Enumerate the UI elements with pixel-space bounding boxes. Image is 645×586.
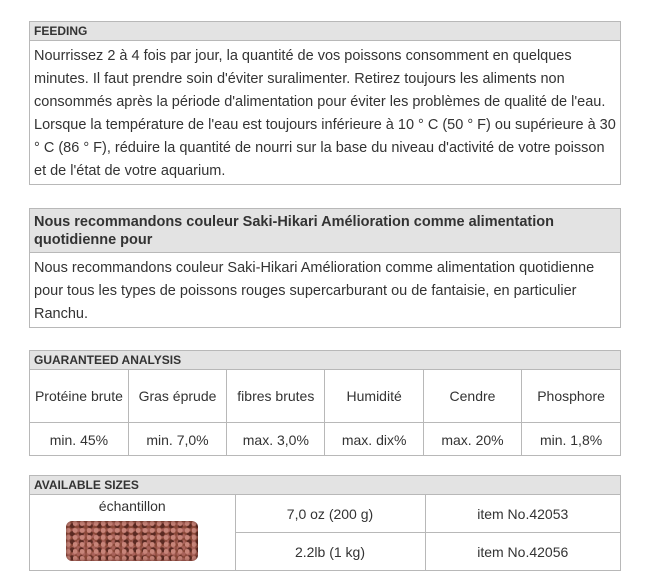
sample-cell <box>30 495 235 570</box>
analysis-section <box>29 350 621 456</box>
feeding-text: Nourrissez 2 à 4 fois par jour, la quantité de vos poissons consomment en quelques minutes. Il faut prendre soin d'éviter suralimenter. Retirez toujours les aliments non consommés après la période d'alimentation pour éviter les problèmes de qualité de l'eau. Lorsque la température de l'eau est toujours inférieure à 10 ° C (50 ° F) ou supérieure à 30 ° C (86 ° F), réduire la quantité de nourri sur la base du niveau d'activité de votre poisson et de l'état de votre aquarium. <box>34 48 616 179</box>
analysis-value-cell: max. dix% <box>325 423 423 457</box>
size-cell: 7,0 oz (200 g) <box>235 495 425 533</box>
analysis-value-cell: min. 1,8% <box>522 423 620 457</box>
analysis-header-row <box>30 370 620 423</box>
recommend-title: Nous recommandons couleur Saki-Hikari Amélioration comme alimentation quotidienne pour <box>30 209 620 253</box>
pellet-sample-image <box>66 521 198 561</box>
size-row <box>30 495 620 533</box>
analysis-header-cell: Phosphore <box>522 370 620 423</box>
analysis-header-cell: Gras éprude <box>128 370 226 423</box>
feeding-section <box>29 21 621 185</box>
analysis-value-cell: max. 20% <box>423 423 521 457</box>
analysis-header-cell: Humidité <box>325 370 423 423</box>
analysis-header-cell: Cendre <box>423 370 521 423</box>
analysis-header-cell: Protéine brute <box>30 370 128 423</box>
feeding-title: FEEDING <box>30 22 620 41</box>
recommend-text: Nous recommandons couleur Saki-Hikari Amélioration comme alimentation quotidienne pour tous les types de poissons rouges supercarburant ou de fantaisie, en particulier Ranchu. <box>34 260 595 322</box>
analysis-value-cell: min. 7,0% <box>128 423 226 457</box>
analysis-value-cell: min. 45% <box>30 423 128 457</box>
size-cell: 2.2lb (1 kg) <box>235 533 425 571</box>
analysis-table <box>30 370 620 456</box>
sample-label: échantillon <box>98 498 166 514</box>
recommend-section <box>29 208 621 328</box>
sizes-title: AVAILABLE SIZES <box>30 476 620 495</box>
sizes-table <box>30 495 620 571</box>
analysis-title: GUARANTEED ANALYSIS <box>30 351 620 370</box>
item-number-cell: item No.42056 <box>425 533 620 571</box>
item-number-cell: item No.42053 <box>425 495 620 533</box>
analysis-value-row <box>30 423 620 457</box>
sizes-section <box>29 475 621 571</box>
analysis-value-cell: max. 3,0% <box>227 423 325 457</box>
analysis-header-cell: fibres brutes <box>227 370 325 423</box>
